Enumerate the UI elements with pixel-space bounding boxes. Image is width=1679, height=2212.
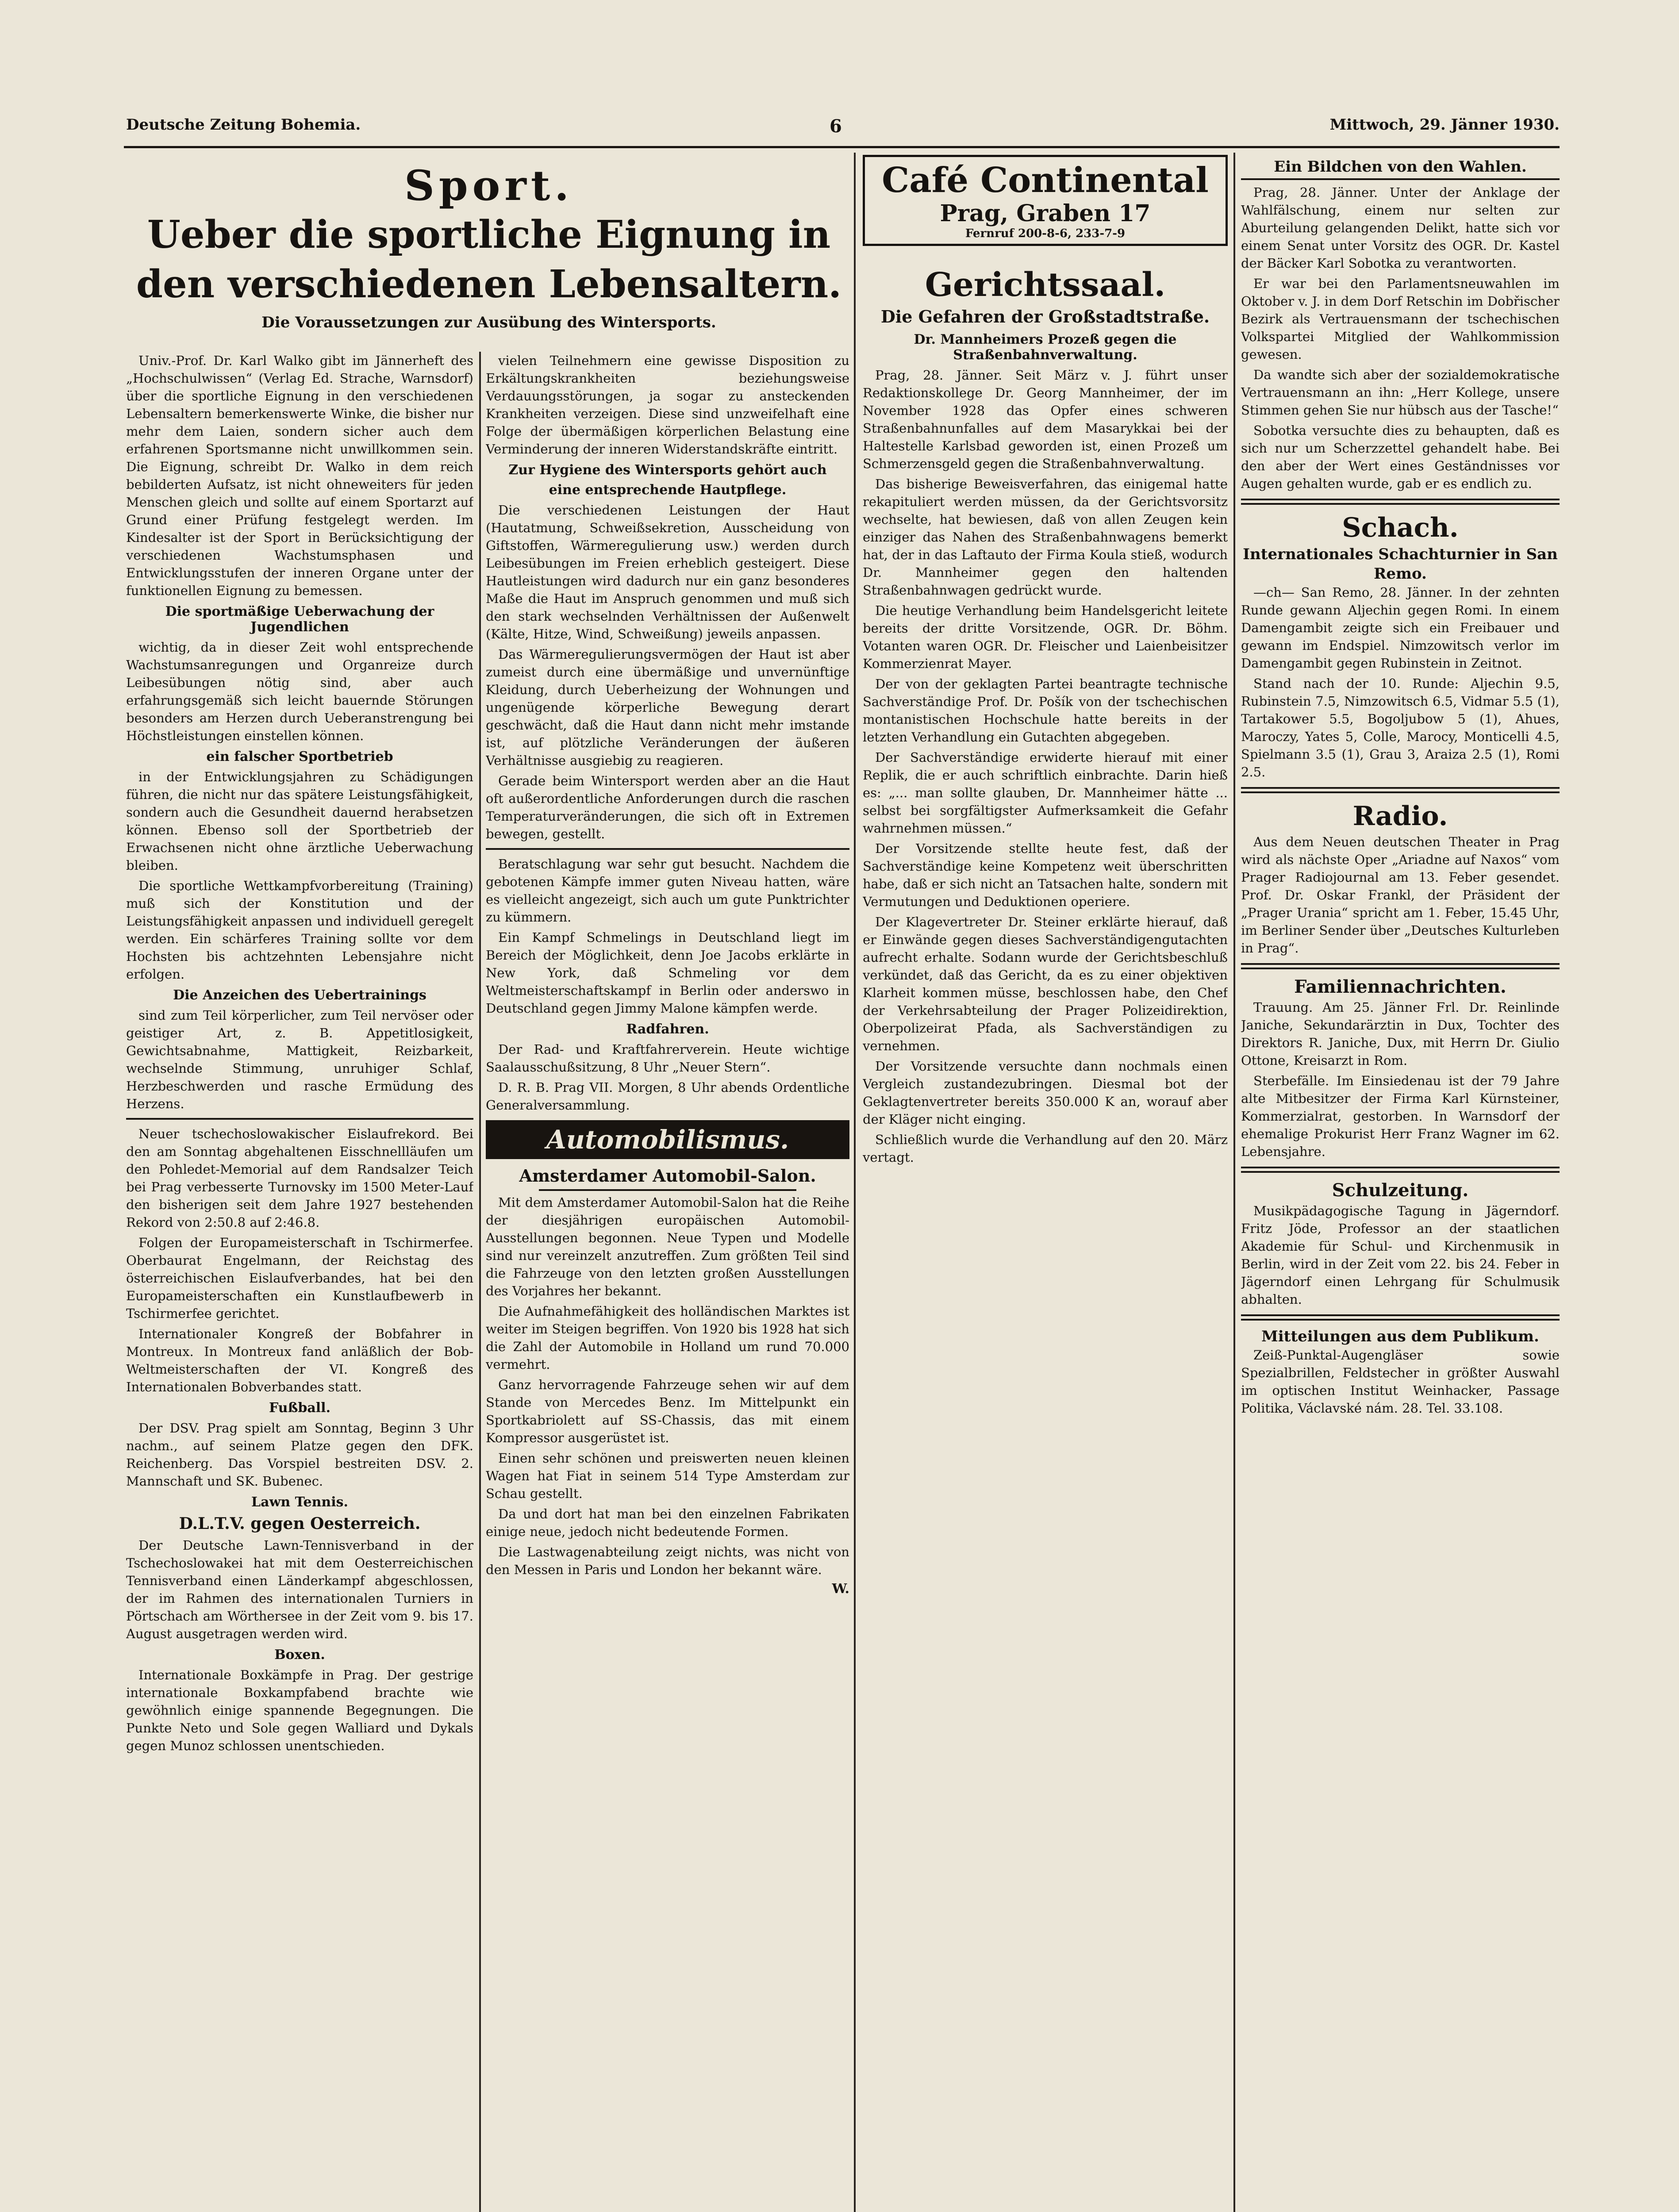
sport-header-block [126, 155, 852, 349]
column-rule-left [854, 153, 856, 2212]
subheading-jugend: Die sportmäßige Ueberwachung der Jugendlichen [165, 604, 434, 635]
news-item: Der Rad- und Kraftfahrerverein. Heute wichtige Saalausschußsitzung, 8 Uhr „Neuer Stern“. [486, 1042, 849, 1075]
author-signature: W. [832, 1581, 849, 1597]
double-divider [1241, 1167, 1560, 1173]
court-paragraph: Das bisherige Beweisverfahren, das einigemal hatte rekapituliert werden müssen, da der Gerichtsvorsitz wechselte, hat bewiesen, daß von allen Zeugen kein einziger das Nahen des Straßenbahnwagens bemerkt hat, der in das Laftauto der Firma Koula stieß, wodurch Dr. Mannheimer gegen den haltenden Straßenbahnwagen gedrückt wurde. [863, 476, 1228, 598]
news-item: Internationaler Kongreß der Bobfahrer in Montreux. In Montreux fand anläßlich der Bob-Weltmeisterschaften der VI. Kongreß des Internationalen Bobverbandes statt. [126, 1326, 473, 1394]
article-subtitle-sport: Die Voraussetzungen zur Ausübung des Wintersports. [261, 314, 716, 331]
paper-name: Deutsche Zeitung Bohemia. [126, 116, 361, 134]
court-paragraph: Der von der geklagten Partei beantragte technische Sachverständige Prof. Dr. Pošík von der tschechischen montanistischen Hochschule hatte bereits in der letzten Verhandlung ein Gutachten abgegeben. [863, 676, 1228, 745]
court-paragraph: Der Vorsitzende stellte heute fest, daß der Sachverständige keine Kompetenz weit überschritten habe, daß er sich nicht an Tatsachen halte, sondern mit Vermutungen und Deduktionen operiere. [863, 841, 1228, 909]
column-rule-right [1233, 153, 1235, 2212]
sport-paragraph: in der Entwicklungsjahren zu Schädigungen führen, die nicht nur das spätere Leistungsfähigkeit, sondern auch die Gesundheit dauernd herabsetzen können. Ebenso soll der Sportbetrieb der Erwachsenen nicht ohne ärztliche Ueberwachung bleiben. [126, 769, 473, 873]
article-title-sport: Ueber die sportliche Eignung in den verschiedenen Lebensaltern. [136, 212, 842, 307]
column-3 [863, 155, 1228, 2212]
news-item: Internationale Boxkämpfe in Prag. Der gestrige internationale Boxkampfabend brachte wie gewöhnlich einige spannende Begegnungen. Die Punkte Neto und Sole gegen Walliard und Dykals gegen Munoz schlossen unentschieden. [126, 1667, 473, 1753]
section-title-schach: Schach. [1342, 512, 1459, 543]
ad-title: Café Continental [882, 160, 1209, 200]
double-divider [1241, 499, 1560, 505]
auto-paragraph: Die Lastwagenabteilung zeigt nichts, was nicht von den Messen in Paris und London her bekannt wäre. [486, 1544, 849, 1577]
news-item: Der Deutsche Lawn-Tennisverband in der Tschechoslowakei hat mit dem Oesterreichischen Tennisverband einen Länderkampf abgeschlossen, der im Rahmen des internationalen Turniers in Pörtschach am Wörthersee in der Zeit vom 9. bis 17. August ausgetragen werden wird. [126, 1538, 473, 1641]
election-paragraph: Er war bei den Parlamentsneuwahlen im Oktober v. J. in dem Dorf Retschin im Dobřischer Bezirk als Vertrauensmann der tschechischen Volkspartei Mitglied der Wahlkommission gewesen. [1241, 276, 1560, 362]
court-paragraph: Der Sachverständige erwiderte hierauf mit einer Replik, die er auch schriftlich einbrachte. Darin hieß es: „... man sollte glauben, Dr. Mannheimer hätte ... selbst bei sorgfältigster Aufmerksamkeit die Gefahr wahrnehmen müssen.“ [863, 750, 1228, 836]
family-paragraph: Sterbefälle. Im Einsiedenau ist der 79 Jahre alte Mitbesitzer der Firma Karl Kürnsteiner, Kommerzialrat, gestorben. In Warnsdorf der ehemalige Prokurist Herr Franz Wagner im 62. Lebensjahre. [1241, 1073, 1560, 1159]
sport-paragraph: sind zum Teil körperlicher, zum Teil nervöser oder geistiger Art, z. B. Appetitlosigkeit, Gewichtsabnahme, Mattigkeit, Reizbarkeit, wechselnde Stimmung, unruhiger Schlaf, Herzbeschwerden und rasche Ermüdung des Herzens. [126, 1008, 473, 1111]
subheading-haut: eine entsprechende Hautpflege. [549, 482, 787, 498]
subheading-boxen: Boxen. [274, 1647, 325, 1663]
auto-paragraph: Ganz hervorragende Fahrzeuge sehen wir auf dem Stande von Mercedes Benz. Im Mittelpunkt ein Sportkabriolett auf SS-Chassis, das mit einem Kompressor ausgerüstet ist. [486, 1377, 849, 1445]
auto-paragraph: Mit dem Amsterdamer Automobil-Salon hat die Reihe der diesjährigen europäischen Automobil-Ausstellungen begonnen. Neue Typen und Modelle sind nur vereinzelt anzutreffen. Zum größten Teil sind die Fahrzeuge von den letzten großen Ausstellungen des Vorjahres her bekannt. [486, 1195, 849, 1298]
double-divider [1241, 1314, 1560, 1321]
subheading-rad: Radfahren. [626, 1022, 709, 1037]
header-rule [124, 146, 1560, 148]
double-divider [1241, 787, 1560, 793]
court-paragraph: Prag, 28. Jänner. Seit März v. J. führt unser Redaktionskollege Dr. Georg Mannheimer, der im November 1928 das Opfer eines schweren Straßenbahnunfalles auf dem Masarykkai bei der Haltestelle Karlsbad geworden ist, einen Prozeß um Schmerzensgeld gegen die Straßenbahnverwaltung. [863, 368, 1228, 471]
article-title-salon: Amsterdamer Automobil-Salon. [519, 1166, 816, 1186]
article-subtitle-mannheimer: Dr. Mannheimers Prozeß gegen die Straßenbahnverwaltung. [914, 332, 1177, 363]
chess-paragraph: —ch— San Remo, 28. Jänner. In der zehnten Runde gewann Aljechin gegen Romi. In einem Damengambit zeigte sich ein Freibauer und gewann im Endspiel. Nimzowitsch verlor im Damengambit gegen Rubinstein in Zeitnot. [1241, 585, 1560, 671]
subheading-tennis: Lawn Tennis. [251, 1494, 348, 1510]
election-paragraph: Da wandte sich aber der sozialdemokratische Vertrauensmann an ihn: „Herr Kollege, unsere Stimmen gehen Sie nur hübsch aus der Tasche!“ [1241, 367, 1560, 418]
advertisement-cafe [863, 155, 1228, 246]
page-number: 6 [830, 116, 842, 137]
court-paragraph: Der Vorsitzende versuchte dann nochmals einen Vergleich zustandezubringen. Diesmal bot der Geklagtenvertreter bereits 350.000 K an, worauf aber der Kläger nicht einging. [863, 1059, 1228, 1127]
section-banner-automobilismus: Automobilismus. [486, 1120, 849, 1159]
news-item: Neuer tschechoslowakischer Eislaufrekord. Bei den am Sonntag abgehaltenen Eisschnellläufen um den Pohledet-Memorial auf dem Randsalzer Teich bei Prag verbesserte Turnovsky im 1500 Meter-Lauf den bisherigen seit dem Jahre 1927 bestehenden Rekord von 2:50.8 auf 2:46.8. [126, 1126, 473, 1230]
sport-paragraph: vielen Teilnehmern eine gewisse Disposition zu Erkältungskrankheiten beziehungsweise Verdauungsstörungen, ja sogar zu ansteckenden Krankheiten verzeigen. Diese sind unzweifelhaft eine Folge der übermäßigen körperlichen Belastung eine Verminderung der inneren Widerstandskräfte eintritt. [486, 353, 849, 457]
subheading-sportbetrieb: ein falscher Sportbetrieb [206, 749, 393, 764]
radio-paragraph: Aus dem Neuen deutschen Theater in Prag wird als nächste Oper „Ariadne auf Naxos“ vom Prager Radiojournal am 13. Feber gesendet. Prof. Dr. Oskar Frankl, der Präsident der „Prager Urania“ spricht am 1. Feber, 15.45 Uhr, im Berliner Sender über „Deutsches Kulturleben in Prag“. [1241, 834, 1560, 956]
court-paragraph: Die heutige Verhandlung beim Handelsgericht leitete bereits der dritte Vorsitzende, OGR. Dr. Böhm. Votanten waren OGR. Dr. Fleischer und Laienbeisitzer Kommerzienrat Mayer. [863, 603, 1228, 671]
news-item: Der DSV. Prag spielt am Sonntag, Beginn 3 Uhr nachm., auf seinem Platze gegen den DFK. Reichenberg. Das Vorspiel bestreiten DSV. 2. Mannschaft und SK. Bubenec. [126, 1421, 473, 1489]
divider [1241, 178, 1560, 180]
section-title-familie: Familiennachrichten. [1294, 976, 1506, 997]
sport-paragraph: Die verschiedenen Leistungen der Haut (Hautatmung, Schweißsekretion, Ausscheidung von Giftstoffen, Wärmeregulierung usw.) werden durch Leibesübungen im Freien erheblich gesteigert. Diese Hautleistungen wird dadurch nur ein ganz besonderes Maße die Haut im Anspruch genommen und muß sich den stark wechselnden Verhältnissen der Außenwelt (Kälte, Hitze, Wind, Schweißung) jeweils anpassen. [486, 503, 849, 641]
divider [486, 848, 849, 850]
chess-standings: Stand nach der 10. Runde: Aljechin 9.5, Rubinstein 7.5, Nimzowitsch 6.5, Vidmar 5.5 (1), Tartakower 5.5, Bogoljubow 5 (1), Ahues, Maroczy, Yates 5, Colle, Marocy, Monticelli 4.5, Spielmann 3.5 (1), Grau 3, Araiza 2.5 (1), Romi 2.5. [1241, 676, 1560, 780]
section-title-schulzeitung: Schulzeitung. [1332, 1180, 1469, 1201]
section-title-radio: Radio. [1352, 801, 1448, 832]
ad-address: Prag, Graben 17 [940, 200, 1151, 227]
section-title-publikum: Mitteilungen aus dem Publikum. [1261, 1328, 1539, 1345]
sport-paragraph: wichtig, da in dieser Zeit wohl entsprechende Wachstumsanregungen und Organreize durch Leibesübungen nötig sind, aber auch erfahrungsgemäß sich leicht bauernde Störungen besonders am Herzen durch Ueberanstrengung bei Höchstleistungen einstellen können. [126, 640, 473, 743]
school-paragraph: Musikpädagogische Tagung in Jägerndorf. Fritz Jöde, Professor an der staatlichen Akademie für Schul- und Kirchenmusik in Berlin, wird in der Zeit vom 22. bis 24. Feber in Jägerndorf einen Lehrgang für Schulmusik abhalten. [1241, 1203, 1560, 1307]
column-4 [1241, 157, 1560, 2212]
auto-paragraph: Einen sehr schönen und preiswerten neuen kleinen Wagen hat Fiat in seinem 514 Type Amsterdam zur Schau gestellt. [486, 1451, 849, 1501]
sport-paragraph: Gerade beim Wintersport werden aber an die Haut oft außerordentliche Anforderungen durch die raschen Temperaturveränderungen, die sich oft in Extremen bewegen, gestellt. [486, 773, 849, 841]
divider [539, 1189, 796, 1191]
news-item: Ein Kampf Schmelings in Deutschland liegt im Bereich der Möglichkeit, denn Joe Jacobs erklärte in New York, daß Schmeling vor dem Weltmeisterschaftskampf in Berlin oder anderswo in Deutschland gegen Jimmy Malone kämpfen werde. [486, 930, 849, 1016]
divider [126, 1118, 473, 1120]
auto-paragraph: Die Aufnahmefähigkeit des holländischen Marktes ist weiter im Steigen begriffen. Von 1920 bis 1928 hat sich die Zahl der Automobile in Holland um rund 70.000 vermehrt. [486, 1304, 849, 1372]
public-paragraph: Zeiß-Punktal-Augengläser sowie Spezialbrillen, Feldstecher in größter Auswahl im optischen Institut Weinhacker, Passage Politika, Václavské nám. 28. Tel. 33.108. [1241, 1348, 1560, 1416]
article-title-wahlen: Ein Bildchen von den Wahlen. [1274, 158, 1527, 176]
subheading-hygiene: Zur Hygiene des Wintersports gehört auch [508, 462, 827, 478]
subheading-uebertraining: Die Anzeichen des Uebertrainings [173, 987, 426, 1003]
column-rule-inner [479, 352, 481, 2212]
sport-paragraph: Das Wärmeregulierungsvermögen der Haut ist aber zumeist durch eine übermäßige und unvernünftige Kleidung, durch Ueberheizung der Wohnungen und ungenügende körperliche Bewegung derart geschwächt, daß die Haut dann nicht mehr imstande ist, auf plötzliche Veränderungen der äußeren Verhältnisse ausgiebig zu reagieren. [486, 647, 849, 768]
news-item: Folgen der Europameisterschaft in Tschirmerfee. Oberbaurat Engelmann, der Reichstag des österreichischen Eislaufverbandes, hat bei den Europameisterschaften ein Kunstlaufbewerb in Tschirmerfee gerichtet. [126, 1235, 473, 1321]
section-title-gerichtssaal: Gerichtssaal. [925, 266, 1166, 304]
auto-paragraph: Da und dort hat man bei den einzelnen Fabrikaten einige neue, jedoch nicht bedeutende Formen. [486, 1506, 849, 1539]
court-paragraph: Der Klagevertreter Dr. Steiner erklärte hierauf, daß er Einwände gegen dieses Sachverständigengutachten aufrecht erhalte. Sodann wurde der Gerichtsbeschluß verkündet, daß das Gericht, da es zu einer objektiven Klarheit kommen müsse, beschlossen habe, den Chef der Verkehrsabteilung der Prager Polizeidirektion, Oberpolizeirat Pfada, als Sachverständigen zu vernehmen. [863, 914, 1228, 1053]
sport-paragraph: Die sportliche Wettkampfvorbereitung (Training) muß sich der Konstitution und der Leistungsfähigkeit anpassen und individuell geregelt werden. Ein schärferes Training sollte vor dem Hochsten bis achtzehnten Lebensjahre nicht erfolgen. [126, 878, 473, 982]
page-header [126, 116, 1560, 142]
section-title-sport: Sport. [404, 161, 573, 210]
article-title-schach: Internationales Schachturnier in San Remo. [1243, 545, 1558, 583]
double-divider [1241, 963, 1560, 969]
election-paragraph: Prag, 28. Jänner. Unter der Anklage der Wahlfälschung, einem nur selten zur Aburteilung gelangenden Delikt, hatte sich vor einem Senat unter Vorsitz des OGR. Dr. Kastel der Bäcker Karl Sobotka zu verantworten. [1241, 185, 1560, 271]
court-paragraph: Schließlich wurde die Verhandlung auf den 20. März vertagt. [863, 1132, 1228, 1165]
column-1 [126, 352, 473, 2212]
election-paragraph: Sobotka versuchte dies zu behaupten, daß es sich nur um Scherzzettel gehandelt habe. Bei den aber der Wert eines Geständnisses vor Augen gehalten wurde, gab er es endlich zu. [1241, 423, 1560, 491]
issue-date: Mittwoch, 29. Jänner 1930. [1329, 116, 1560, 134]
sport-paragraph: Univ.-Prof. Dr. Karl Walko gibt im Jännerheft des „Hochschulwissen“ (Verlag Ed. Strache, Warnsdorf) über die sportliche Eignung in den verschiedenen Lebensaltern bemerkenswerte Winke, die bisher nur mehr dem Laien, sondern sicher auch dem erfahrenen Sportsmanne nicht unwillkommen sein. Die Eignung, schreibt Dr. Walko in dem reich bebilderten Aufsatz, ist nicht ohneweiters für jeden Menschen gleich und sollte auf einem Sportarzt auf Grund einer Prüfung festgelegt werden. Im Kindesalter ist der Sport in Berücksichtigung der verschiedenen Wachstumsphasen und Entwicklungsstufen der inneren Organe unter der funktionellen Eignung zu bemessen. [126, 353, 473, 598]
news-item: D. R. B. Prag VII. Morgen, 8 Uhr abends Ordentliche Generalversammlung. [486, 1080, 849, 1113]
news-item: Beratschlagung war sehr gut besucht. Nachdem die gebotenen Kämpfe immer guten Niveau hatten, wäre es vielleicht angezeigt, sich auch um gute Punktrichter zu kümmern. [486, 856, 849, 925]
ad-phone: Fernruf 200-8-6, 233-7-9 [965, 227, 1126, 240]
article-title-grossstadt: Die Gefahren der Großstadtstraße. [880, 307, 1210, 326]
subheading-dltv: D.L.T.V. gegen Oesterreich. [179, 1514, 421, 1533]
subheading-fussball: Fußball. [269, 1400, 331, 1416]
column-2 [486, 352, 849, 2212]
family-paragraph: Trauung. Am 25. Jänner Frl. Dr. Reinlinde Janiche, Sekundarärztin in Dux, Tochter des Direktors R. Janiche, Dux, mit Herrn Dr. Giulio Ottone, Kreisarzt in Rom. [1241, 1000, 1560, 1068]
